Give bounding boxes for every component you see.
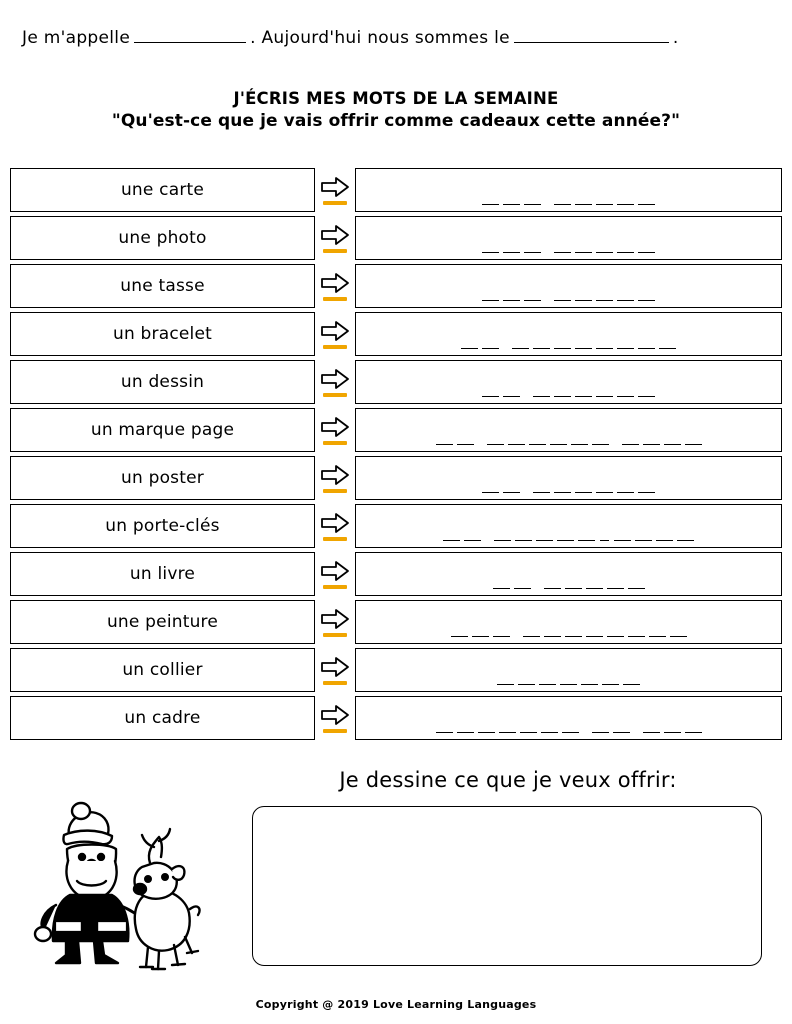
letter-blank — [635, 538, 652, 541]
letter-blank — [575, 202, 592, 205]
answer-writing-cell[interactable] — [355, 552, 782, 596]
letter-blank-word — [482, 298, 541, 301]
letter-blank — [586, 634, 603, 637]
letter-blank-word — [436, 442, 474, 445]
letter-blank — [596, 346, 613, 349]
letter-blank-word — [554, 250, 655, 253]
letter-blank — [494, 538, 511, 541]
right-arrow-icon — [315, 360, 355, 404]
answer-writing-cell[interactable] — [355, 216, 782, 260]
copyright-notice: Copyright @ 2019 Love Learning Languages — [255, 998, 537, 1011]
letter-blank — [503, 394, 520, 397]
letter-blank — [565, 634, 582, 637]
vocabulary-word-cell — [10, 168, 315, 212]
santa-and-reindeer-illustration — [22, 795, 222, 975]
vocabulary-word-label: un cadre — [124, 708, 201, 728]
letter-blank-group — [436, 442, 702, 445]
vocabulary-word-label: un livre — [129, 564, 196, 584]
letter-blank-word — [512, 346, 676, 349]
letter-blank — [649, 634, 666, 637]
vocabulary-word-cell — [10, 264, 315, 308]
letter-blank — [518, 682, 535, 685]
answer-writing-cell[interactable] — [355, 648, 782, 692]
vocabulary-word-cell — [10, 408, 315, 452]
letter-blank — [457, 730, 474, 733]
letter-blank — [596, 298, 613, 301]
answer-writing-cell[interactable] — [355, 504, 782, 548]
letter-blank-word — [533, 394, 655, 397]
letter-blank-word — [487, 442, 609, 445]
letter-blank — [503, 490, 520, 493]
letter-blank — [596, 490, 613, 493]
vocabulary-word-cell — [10, 600, 315, 644]
letter-blank — [554, 346, 571, 349]
table-row — [10, 648, 782, 692]
letter-blank — [560, 682, 577, 685]
hyphen-mark — [600, 530, 609, 541]
letter-blank-group — [482, 298, 655, 301]
letter-blank — [596, 250, 613, 253]
letter-blank-group — [482, 202, 655, 205]
letter-blank — [524, 250, 541, 253]
table-row — [10, 456, 782, 500]
letter-blank-word — [494, 530, 694, 541]
letter-blank — [523, 634, 540, 637]
letter-blank — [614, 538, 631, 541]
letter-blank — [514, 586, 531, 589]
letter-blank — [436, 730, 453, 733]
vocabulary-word-label: une tasse — [120, 276, 205, 296]
letter-blank — [685, 442, 702, 445]
table-row — [10, 312, 782, 356]
letter-blank — [482, 202, 499, 205]
letter-blank — [592, 730, 609, 733]
table-row — [10, 168, 782, 212]
letter-blank-group — [461, 346, 676, 349]
letter-blank — [578, 538, 595, 541]
letter-blank — [575, 298, 592, 301]
vocabulary-word-cell — [10, 216, 315, 260]
letter-blank — [586, 586, 603, 589]
letter-blank-group — [451, 634, 687, 637]
right-arrow-icon — [315, 696, 355, 740]
letter-blank — [592, 442, 609, 445]
worksheet-title-block — [0, 88, 792, 133]
letter-blank — [562, 730, 579, 733]
answer-writing-cell[interactable] — [355, 408, 782, 452]
vocabulary-word-cell — [10, 648, 315, 692]
vocabulary-word-label: un porte-clés — [105, 516, 220, 536]
right-arrow-icon — [315, 408, 355, 452]
letter-blank — [664, 442, 681, 445]
right-arrow-icon — [315, 216, 355, 260]
letter-blank — [503, 202, 520, 205]
letter-blank-group — [482, 394, 655, 397]
letter-blank — [497, 682, 514, 685]
letter-blank — [482, 490, 499, 493]
letter-blank — [544, 634, 561, 637]
answer-writing-cell[interactable] — [355, 696, 782, 740]
vocabulary-word-cell — [10, 456, 315, 500]
letter-blank-group — [482, 490, 655, 493]
letter-blank — [457, 442, 474, 445]
right-arrow-icon — [315, 600, 355, 644]
letter-blank-word — [443, 538, 481, 541]
letter-blank — [575, 394, 592, 397]
letter-blank — [628, 634, 645, 637]
letter-blank — [575, 250, 592, 253]
letter-blank-group — [482, 250, 655, 253]
letter-blank — [638, 202, 655, 205]
letter-blank — [554, 250, 571, 253]
letter-blank-word — [523, 634, 687, 637]
letter-blank — [602, 682, 619, 685]
letter-blank — [503, 250, 520, 253]
letter-blank — [499, 730, 516, 733]
vocabulary-word-label: un bracelet — [112, 324, 212, 344]
letter-blank — [529, 442, 546, 445]
letter-blank — [623, 682, 640, 685]
letter-blank-word — [554, 202, 655, 205]
letter-blank-word — [592, 730, 630, 733]
letter-blank — [524, 202, 541, 205]
letter-blank — [443, 538, 460, 541]
letter-blank-word — [482, 490, 520, 493]
worksheet-subtitle: "Qu'est-ce que je vais offrir comme cadeaux cette année?" — [111, 111, 681, 132]
letter-blank — [596, 202, 613, 205]
letter-blank — [656, 538, 673, 541]
answer-writing-cell[interactable] — [355, 312, 782, 356]
letter-blank — [533, 490, 550, 493]
vocabulary-word-label: un collier — [122, 660, 203, 680]
letter-blank-word — [497, 682, 640, 685]
letter-blank — [493, 586, 510, 589]
letter-blank — [472, 634, 489, 637]
vocabulary-word-cell — [10, 696, 315, 740]
letter-blank — [664, 730, 681, 733]
letter-blank — [670, 634, 687, 637]
right-arrow-icon — [315, 456, 355, 500]
letter-blank-word — [643, 730, 702, 733]
answer-writing-cell[interactable] — [355, 456, 782, 500]
answer-writing-cell[interactable] — [355, 264, 782, 308]
letter-blank-word — [482, 202, 541, 205]
letter-blank — [520, 730, 537, 733]
name-input-blank[interactable] — [134, 29, 246, 43]
table-row — [10, 696, 782, 740]
vocabulary-word-label: un poster — [121, 468, 204, 488]
letter-blank — [557, 538, 574, 541]
letter-blank — [575, 490, 592, 493]
vocabulary-word-label: une carte — [120, 180, 205, 200]
letter-blank — [622, 442, 639, 445]
letter-blank — [607, 586, 624, 589]
table-row — [10, 360, 782, 404]
letter-blank — [607, 634, 624, 637]
answer-writing-cell[interactable] — [355, 360, 782, 404]
letter-blank — [596, 394, 613, 397]
letter-blank — [565, 586, 582, 589]
table-row — [10, 408, 782, 452]
letter-blank — [482, 298, 499, 301]
vocabulary-word-label: un marque page — [90, 420, 235, 440]
letter-blank — [617, 394, 634, 397]
letter-blank — [554, 394, 571, 397]
letter-blank — [482, 250, 499, 253]
letter-blank-group — [443, 530, 694, 541]
name-prompt-label: Je m'appelle — [22, 28, 131, 48]
worksheet-title: J'ÉCRIS MES MOTS DE LA SEMAINE — [233, 89, 559, 108]
letter-blank — [628, 586, 645, 589]
letter-blank-word — [482, 394, 520, 397]
letter-blank — [617, 250, 634, 253]
letter-blank — [571, 442, 588, 445]
letter-blank — [638, 298, 655, 301]
letter-blank — [524, 298, 541, 301]
drawing-prompt-label: Je dessine ce que je veux offrir: — [339, 768, 677, 792]
header-end-punctuation: . — [672, 28, 679, 48]
right-arrow-icon — [315, 648, 355, 692]
letter-blank — [544, 586, 561, 589]
letter-blank — [436, 442, 453, 445]
right-arrow-icon — [315, 264, 355, 308]
vocabulary-word-label: une photo — [118, 228, 207, 248]
letter-blank — [512, 346, 529, 349]
right-arrow-icon — [315, 312, 355, 356]
answer-writing-cell[interactable] — [355, 600, 782, 644]
letter-blank-group — [436, 730, 702, 733]
letter-blank — [482, 394, 499, 397]
letter-blank — [575, 346, 592, 349]
vocabulary-word-cell — [10, 552, 315, 596]
letter-blank — [613, 730, 630, 733]
header-name-date-line — [22, 28, 770, 48]
letter-blank-word — [544, 586, 645, 589]
letter-blank — [461, 346, 478, 349]
letter-blank — [677, 538, 694, 541]
date-prompt-label: . Aujourd'hui nous sommes le — [250, 28, 510, 48]
table-row — [10, 216, 782, 260]
letter-blank — [487, 442, 504, 445]
letter-blank — [638, 250, 655, 253]
letter-blank — [617, 490, 634, 493]
letter-blank — [643, 730, 660, 733]
letter-blank — [554, 202, 571, 205]
vocabulary-word-label: une peinture — [106, 612, 219, 632]
letter-blank-word — [461, 346, 499, 349]
letter-blank — [536, 538, 553, 541]
table-row — [10, 264, 782, 308]
letter-blank — [533, 394, 550, 397]
right-arrow-icon — [315, 504, 355, 548]
letter-blank — [508, 442, 525, 445]
letter-blank — [554, 298, 571, 301]
letter-blank-group — [493, 586, 645, 589]
vocabulary-word-cell — [10, 312, 315, 356]
answer-writing-cell[interactable] — [355, 168, 782, 212]
letter-blank — [464, 538, 481, 541]
letter-blank-group — [497, 682, 640, 685]
letter-blank — [643, 442, 660, 445]
letter-blank — [482, 346, 499, 349]
letter-blank — [617, 202, 634, 205]
right-arrow-icon — [315, 168, 355, 212]
letter-blank — [581, 682, 598, 685]
drawing-area[interactable] — [252, 806, 762, 966]
vocabulary-word-cell — [10, 504, 315, 548]
letter-blank — [554, 490, 571, 493]
letter-blank-word — [436, 730, 579, 733]
vocabulary-word-cell — [10, 360, 315, 404]
letter-blank-word — [493, 586, 531, 589]
vocabulary-table — [10, 168, 782, 744]
letter-blank — [685, 730, 702, 733]
letter-blank — [638, 490, 655, 493]
letter-blank — [638, 394, 655, 397]
table-row — [10, 600, 782, 644]
right-arrow-icon — [315, 552, 355, 596]
letter-blank — [617, 346, 634, 349]
table-row — [10, 552, 782, 596]
date-input-blank[interactable] — [514, 29, 669, 43]
letter-blank — [541, 730, 558, 733]
letter-blank — [539, 682, 556, 685]
letter-blank — [638, 346, 655, 349]
letter-blank-word — [554, 298, 655, 301]
letter-blank-word — [622, 442, 702, 445]
letter-blank — [478, 730, 495, 733]
letter-blank-word — [533, 490, 655, 493]
letter-blank — [493, 634, 510, 637]
letter-blank — [550, 442, 567, 445]
vocabulary-word-label: un dessin — [120, 372, 205, 392]
letter-blank — [533, 346, 550, 349]
letter-blank — [515, 538, 532, 541]
letter-blank — [503, 298, 520, 301]
letter-blank-word — [451, 634, 510, 637]
letter-blank-word — [482, 250, 541, 253]
letter-blank — [659, 346, 676, 349]
table-row — [10, 504, 782, 548]
letter-blank — [617, 298, 634, 301]
letter-blank — [451, 634, 468, 637]
